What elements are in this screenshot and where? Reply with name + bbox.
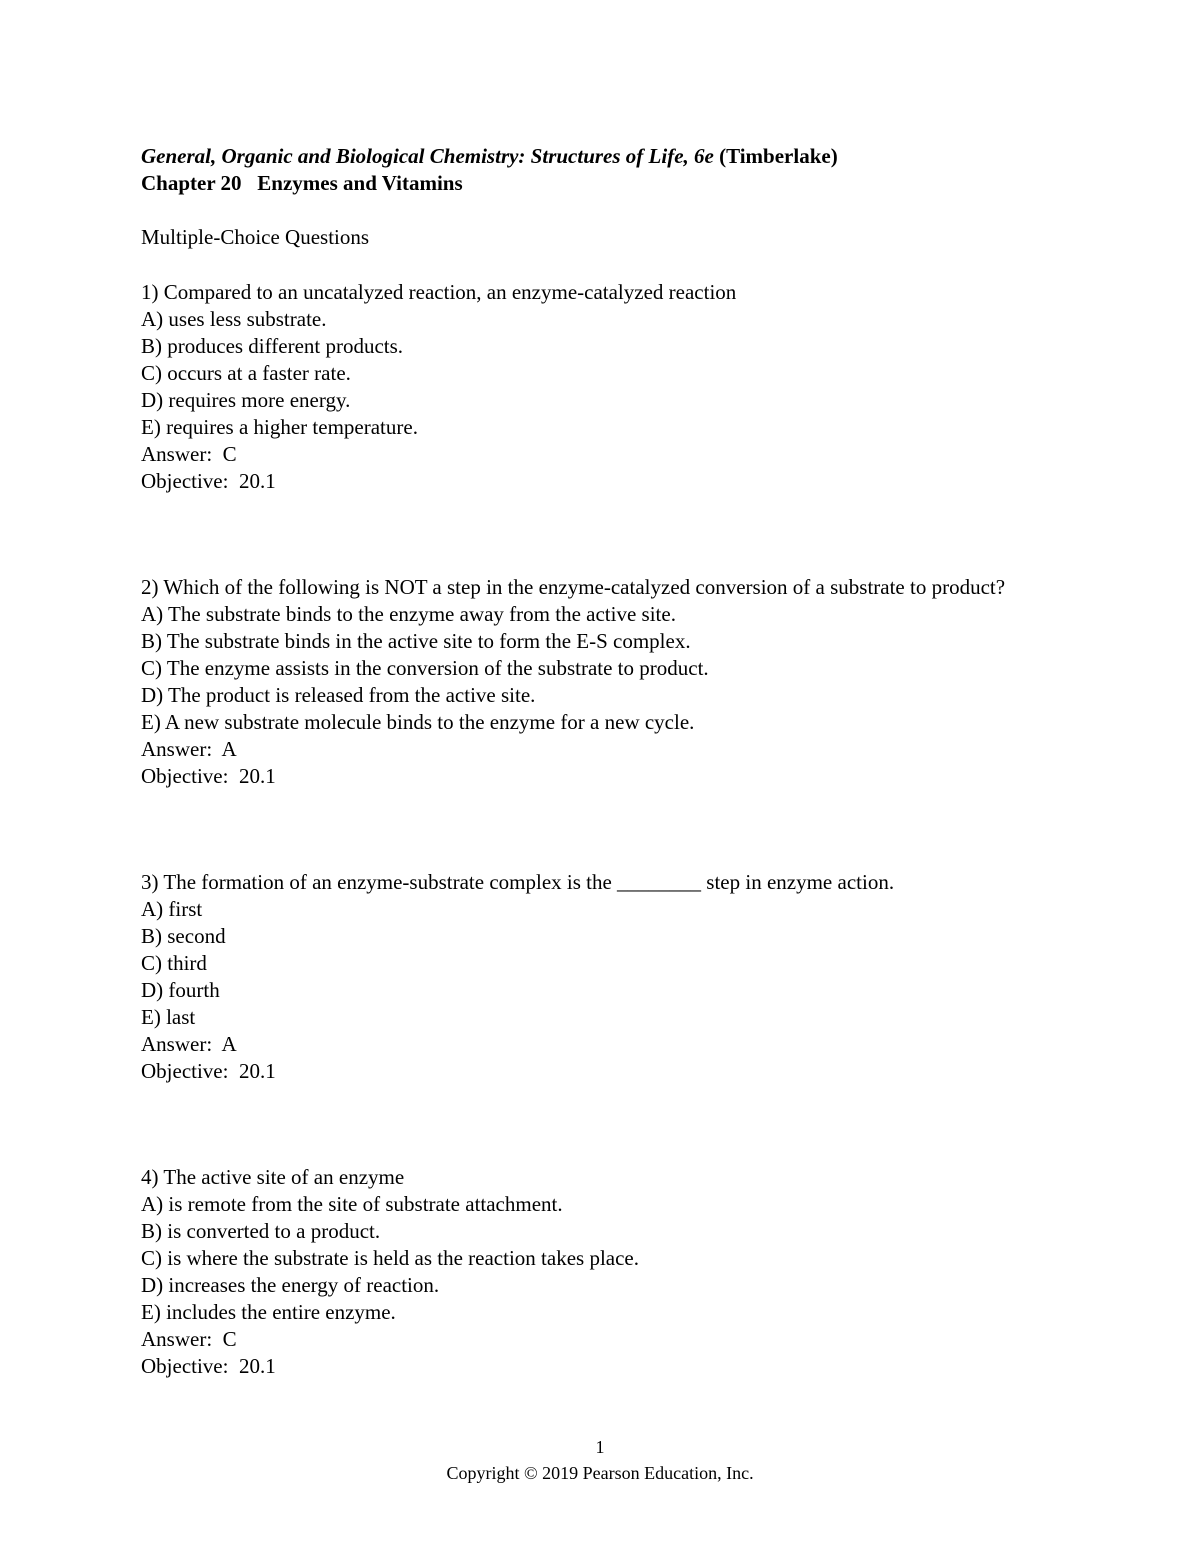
chapter-title: Chapter 20 Enzymes and Vitamins (141, 171, 463, 195)
answer: Answer: C (141, 1327, 237, 1351)
option-e: E) includes the entire enzyme. (141, 1300, 396, 1324)
question-3 (141, 869, 1041, 1085)
option-a: A) The substrate binds to the enzyme away from the active site. (141, 602, 676, 626)
question-2 (141, 574, 1041, 790)
option-c: C) is where the substrate is held as the reaction takes place. (141, 1246, 639, 1270)
answer: Answer: A (141, 1032, 237, 1056)
page-number: 1 (595, 1437, 605, 1457)
question-4 (141, 1164, 1041, 1380)
option-e: E) last (141, 1005, 196, 1029)
option-c: C) The enzyme assists in the conversion of the substrate to product. (141, 656, 709, 680)
option-e: E) requires a higher temperature. (141, 415, 418, 439)
document-body (141, 143, 1041, 1380)
option-a: A) is remote from the site of substrate attachment. (141, 1192, 563, 1216)
question-1 (141, 279, 1041, 495)
option-e: E) A new substrate molecule binds to the enzyme for a new cycle. (141, 710, 695, 734)
option-d: D) fourth (141, 978, 220, 1002)
book-author: (Timberlake) (719, 144, 838, 168)
answer: Answer: A (141, 737, 237, 761)
objective: Objective: 20.1 (141, 1354, 276, 1378)
option-a: A) uses less substrate. (141, 307, 327, 331)
question-stem: 4) The active site of an enzyme (141, 1165, 405, 1189)
option-b: B) The substrate binds in the active site to form the E-S complex. (141, 629, 691, 653)
objective: Objective: 20.1 (141, 1059, 276, 1083)
book-title-line (141, 143, 1041, 170)
question-stem: 1) Compared to an uncatalyzed reaction, an enzyme-catalyzed reaction (141, 280, 737, 304)
option-d: D) requires more energy. (141, 388, 351, 412)
option-a: A) first (141, 897, 203, 921)
option-c: C) occurs at a faster rate. (141, 361, 351, 385)
copyright-notice: Copyright © 2019 Pearson Education, Inc. (446, 1463, 754, 1483)
section-label: Multiple-Choice Questions (141, 225, 370, 249)
book-title: General, Organic and Biological Chemistry: Structures of Life, 6e (141, 144, 714, 168)
objective: Objective: 20.1 (141, 764, 276, 788)
option-c: C) third (141, 951, 207, 975)
option-b: B) second (141, 924, 226, 948)
question-stem: 2) Which of the following is NOT a step in the enzyme-catalyzed conversion of a substrate to product? (141, 575, 1006, 599)
answer: Answer: C (141, 442, 237, 466)
option-b: B) produces different products. (141, 334, 404, 358)
question-stem: 3) The formation of an enzyme-substrate complex is the ________ step in enzyme action. (141, 870, 895, 894)
option-d: D) The product is released from the active site. (141, 683, 536, 707)
option-d: D) increases the energy of reaction. (141, 1273, 440, 1297)
option-b: B) is converted to a product. (141, 1219, 381, 1243)
objective: Objective: 20.1 (141, 469, 276, 493)
